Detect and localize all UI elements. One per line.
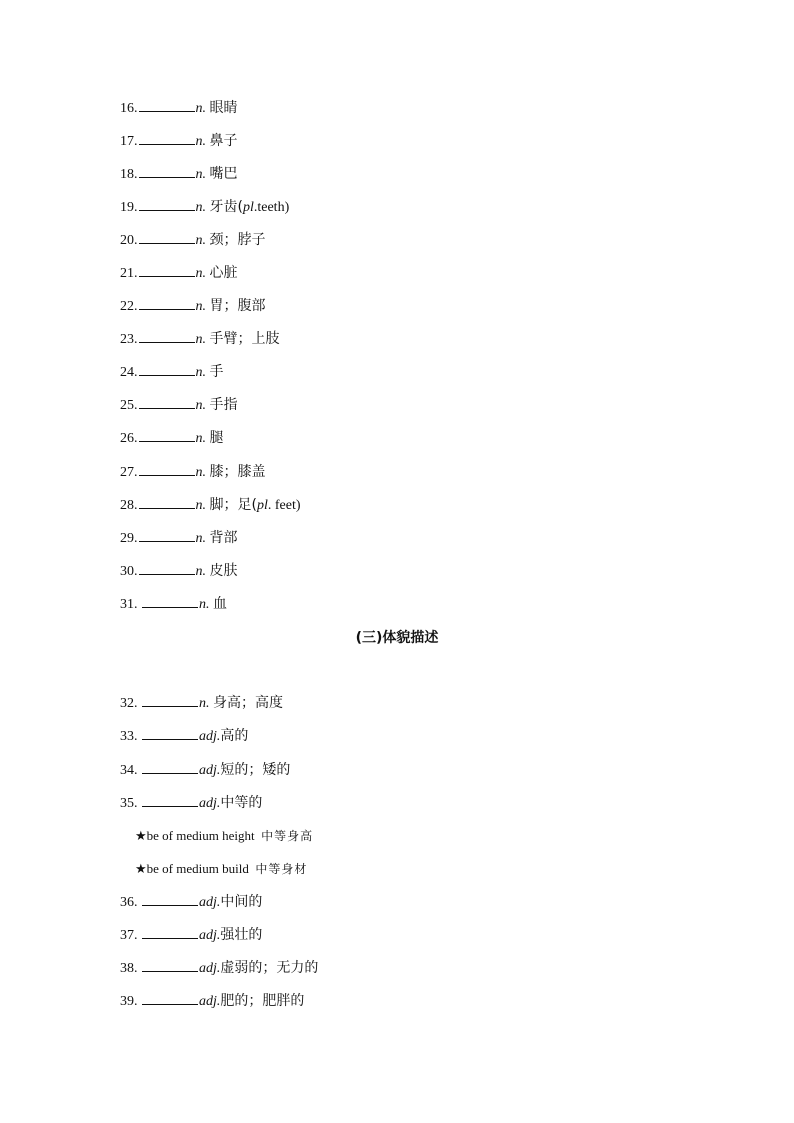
item-number: 27. [120,465,138,480]
item-meaning: 虚弱的；无力的 [220,960,319,976]
item-meaning: 手臂；上肢 [209,331,280,347]
answer-blank[interactable] [139,395,195,409]
answer-blank[interactable] [142,793,198,807]
part-of-speech: adj. [199,928,221,943]
phrase-item [135,859,307,879]
item-number: 37. [120,928,138,943]
part-of-speech: n. [195,365,206,380]
section-heading: (三)体貌描述 [355,630,439,646]
vocab-item [120,395,238,415]
item-number: 31. [120,597,138,612]
part-of-speech: n. [195,332,206,347]
answer-blank[interactable] [139,428,195,442]
vocab-item [120,528,238,548]
vocab-item [120,329,280,349]
vocab-item [120,98,238,118]
item-number: 30. [120,564,138,579]
vocab-item [120,263,238,283]
part-of-speech: n. [195,233,206,248]
part-of-speech: n. [195,398,206,413]
phrase-english: ★be of medium height [135,828,255,843]
item-meaning: 眼睛 [209,100,238,116]
answer-blank[interactable] [139,362,195,376]
phrase-english: ★be of medium build [135,861,249,876]
vocab-item [120,793,262,813]
part-of-speech: n. [195,167,206,182]
item-number: 26. [120,431,138,446]
part-of-speech: n. [195,465,206,480]
part-of-speech: n. [199,597,210,612]
answer-blank[interactable] [142,760,198,774]
item-number: 21. [120,266,138,281]
part-of-speech: n. [195,531,206,546]
plural-abbr: pl [242,200,254,215]
item-number: 25. [120,398,138,413]
item-number: 32. [120,696,138,711]
part-of-speech: adj. [199,961,221,976]
phrase-chinese: 中等身材 [255,862,308,876]
item-number: 16. [120,101,138,116]
answer-blank[interactable] [139,98,195,112]
part-of-speech: n. [199,696,210,711]
item-number: 29. [120,531,138,546]
item-number: 19. [120,200,138,215]
part-of-speech: n. [195,564,206,579]
item-meaning: 高的 [220,728,249,744]
vocab-item [120,991,304,1011]
answer-blank[interactable] [139,528,195,542]
item-meaning: 颈；脖子 [209,232,266,248]
answer-blank[interactable] [142,726,198,740]
item-meaning: 胃；腹部 [209,298,266,314]
vocab-item [120,726,248,746]
item-meaning: 中间的 [220,894,263,910]
item-number: 23. [120,332,138,347]
item-meaning: 鼻子 [209,133,238,149]
part-of-speech: n. [195,200,206,215]
part-of-speech: n. [195,266,206,281]
item-number: 17. [120,134,138,149]
answer-blank[interactable] [139,329,195,343]
answer-blank[interactable] [139,296,195,310]
vocab-item [120,693,283,713]
item-meaning: 肥的；肥胖的 [220,993,305,1009]
answer-blank[interactable] [139,462,195,476]
item-meaning: 牙齿( [209,199,243,215]
item-number: 38. [120,961,138,976]
phrase-chinese: 中等身高 [261,829,314,843]
answer-blank[interactable] [139,495,195,509]
part-of-speech: adj. [199,895,221,910]
item-number: 28. [120,498,138,513]
item-meaning: 强壮的 [220,927,263,943]
answer-blank[interactable] [139,164,195,178]
item-meaning: 脚；足( [209,497,257,513]
answer-blank[interactable] [139,263,195,277]
plural-note: . feet) [267,498,301,513]
item-meaning: 身高；高度 [213,695,283,711]
part-of-speech: adj. [199,994,221,1009]
item-number: 18. [120,167,138,182]
part-of-speech: n. [195,299,206,314]
item-meaning: 心脏 [209,265,238,281]
vocab-item [120,164,238,184]
item-meaning: 中等的 [220,795,263,811]
vocab-item [120,296,266,316]
vocab-item [120,428,224,448]
plural-note: .teeth) [253,200,290,215]
plural-abbr: pl [256,498,268,513]
item-meaning: 短的；矮的 [220,762,291,778]
item-number: 34. [120,763,138,778]
part-of-speech: adj. [199,763,221,778]
part-of-speech: adj. [199,729,221,744]
answer-blank[interactable] [142,693,198,707]
vocab-item [120,958,318,978]
item-meaning: 手 [209,364,224,380]
item-meaning: 血 [213,596,227,612]
vocab-item [120,131,238,151]
item-number: 39. [120,994,138,1009]
item-meaning: 腿 [209,430,224,446]
part-of-speech: n. [195,134,206,149]
item-number: 20. [120,233,138,248]
vocab-item [120,230,266,250]
vocab-item [120,892,262,912]
part-of-speech: adj. [199,796,221,811]
part-of-speech: n. [195,498,206,513]
vocab-item [120,197,289,217]
item-number: 33. [120,729,138,744]
answer-blank[interactable] [142,925,198,939]
vocab-item [120,594,227,614]
vocab-item [120,362,224,382]
vocab-item [120,561,238,581]
item-meaning: 膝；膝盖 [209,464,266,480]
item-meaning: 背部 [209,530,238,546]
item-number: 35. [120,796,138,811]
answer-blank[interactable] [142,991,198,1005]
phrase-item [135,826,313,846]
answer-blank[interactable] [139,131,195,145]
answer-blank[interactable] [142,892,198,906]
item-meaning: 手指 [209,397,238,413]
item-meaning: 皮肤 [209,563,238,579]
item-meaning: 嘴巴 [209,166,238,182]
item-number: 22. [120,299,138,314]
answer-blank[interactable] [142,594,198,608]
answer-blank[interactable] [139,230,195,244]
answer-blank[interactable] [139,197,195,211]
part-of-speech: n. [195,431,206,446]
item-number: 24. [120,365,138,380]
vocab-item [120,925,262,945]
answer-blank[interactable] [142,958,198,972]
vocab-item [120,760,290,780]
vocab-item [120,462,266,482]
item-number: 36. [120,895,138,910]
part-of-speech: n. [195,101,206,116]
answer-blank[interactable] [139,561,195,575]
vocab-item [120,495,301,515]
